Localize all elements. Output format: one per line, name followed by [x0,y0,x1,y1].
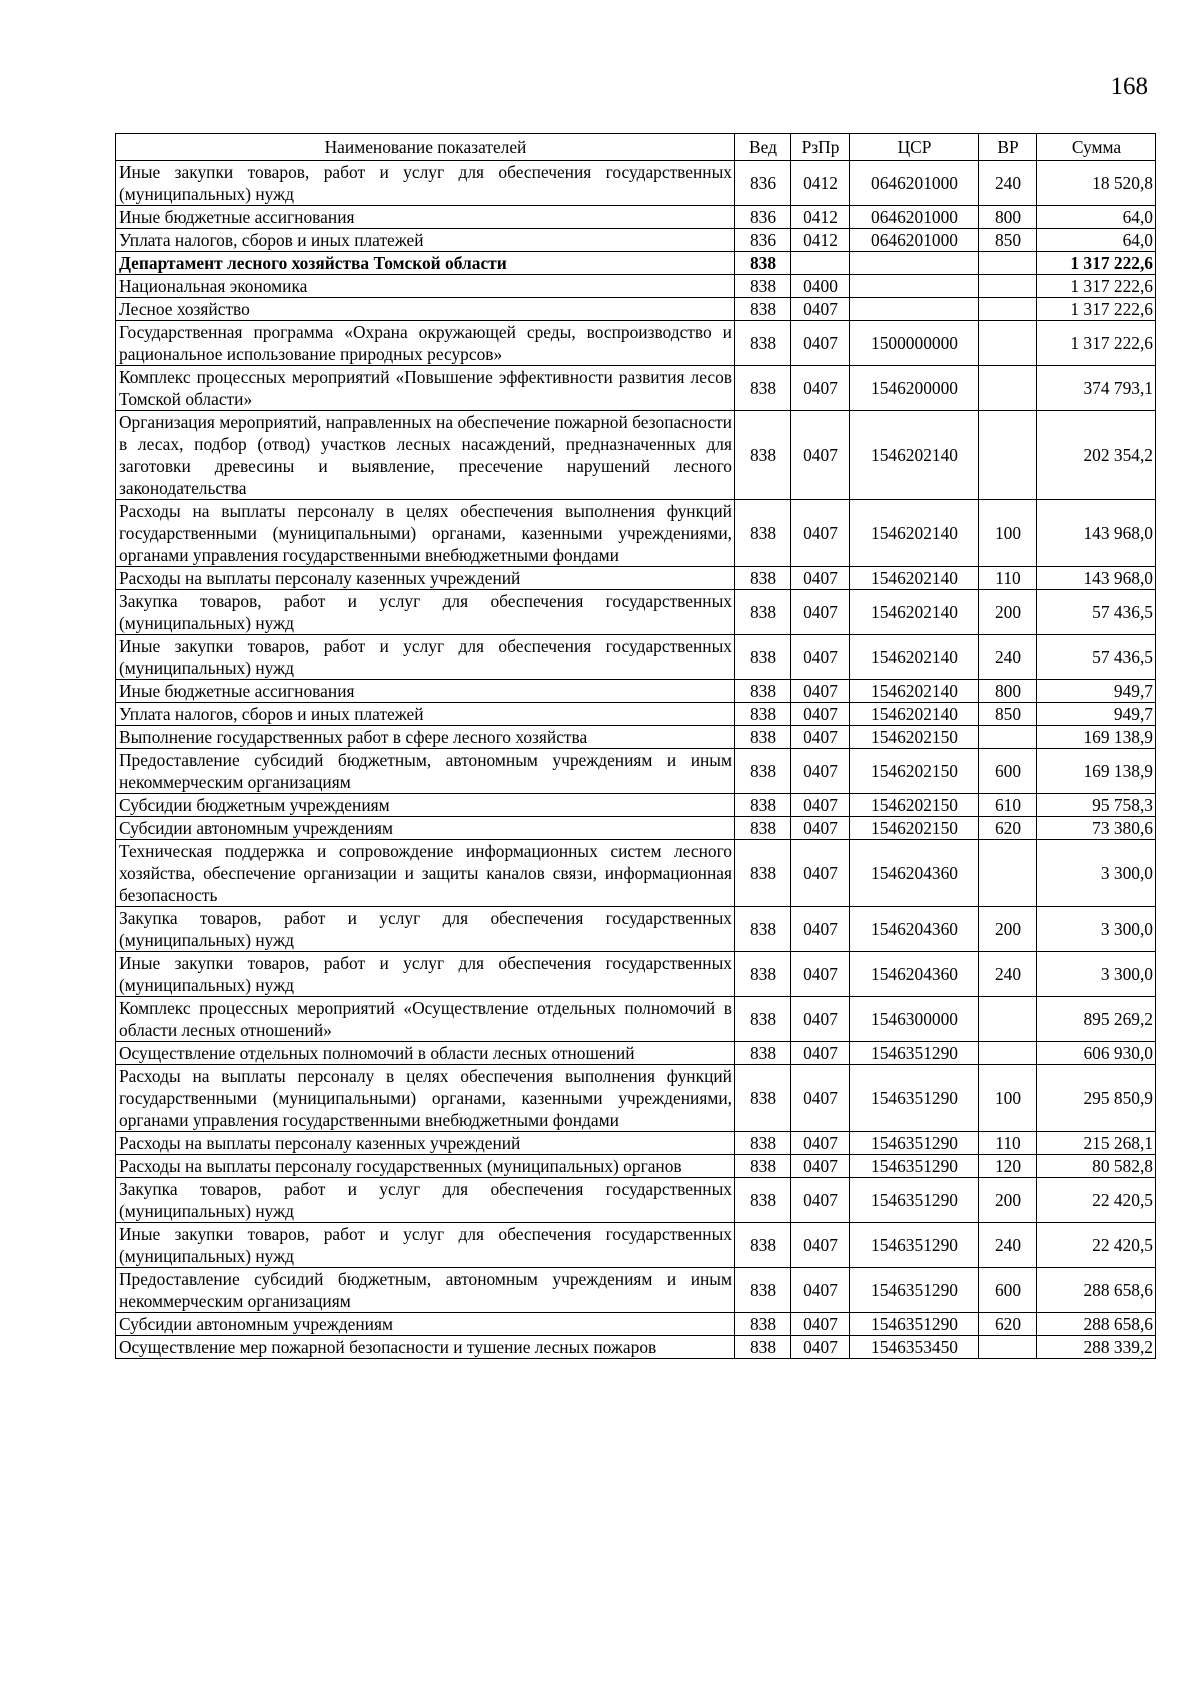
table-row [116,1065,1156,1132]
table-row [116,252,1156,275]
cell-vr: 200 [979,1178,1037,1223]
table-row [116,206,1156,229]
cell-name: Расходы на выплаты персоналу в целях обеспечения выполнения функций государственными (муниципальными) органами, казенными учреждениями, органами управления государственными внебюджетными фондами [116,500,735,567]
cell-csr: 1546204360 [850,840,979,907]
cell-ved: 838 [735,1178,791,1223]
cell-rzpr: 0407 [791,321,850,366]
cell-csr: 1546351290 [850,1268,979,1313]
cell-vr: 200 [979,907,1037,952]
cell-name: Закупка товаров, работ и услуг для обеспечения государственных (муниципальных) нужд [116,590,735,635]
cell-csr: 1546202150 [850,726,979,749]
cell-rzpr: 0407 [791,1065,850,1132]
cell-vr: 850 [979,229,1037,252]
cell-ved: 838 [735,1132,791,1155]
cell-rzpr: 0412 [791,229,850,252]
cell-name: Уплата налогов, сборов и иных платежей [116,229,735,252]
cell-sum: 1 317 222,6 [1037,298,1156,321]
cell-rzpr: 0407 [791,1336,850,1359]
cell-rzpr: 0407 [791,703,850,726]
cell-vr: 100 [979,1065,1037,1132]
cell-name: Расходы на выплаты персоналу государственных (муниципальных) органов [116,1155,735,1178]
cell-sum: 288 658,6 [1037,1313,1156,1336]
cell-vr [979,1042,1037,1065]
cell-vr: 600 [979,749,1037,794]
cell-sum: 57 436,5 [1037,635,1156,680]
table-row [116,500,1156,567]
cell-ved: 838 [735,1065,791,1132]
cell-name: Государственная программа «Охрана окружающей среды, воспроизводство и рациональное использование природных ресурсов» [116,321,735,366]
cell-name: Лесное хозяйство [116,298,735,321]
cell-name: Департамент лесного хозяйства Томской области [116,252,735,275]
cell-csr: 1546202140 [850,635,979,680]
cell-vr: 800 [979,206,1037,229]
cell-name: Расходы на выплаты персоналу казенных учреждений [116,567,735,590]
page-number: 168 [1110,73,1148,100]
table-row [116,590,1156,635]
cell-ved: 838 [735,952,791,997]
cell-ved: 838 [735,321,791,366]
cell-sum: 1 317 222,6 [1037,321,1156,366]
cell-sum: 374 793,1 [1037,366,1156,411]
cell-csr: 1546202150 [850,817,979,840]
cell-sum: 169 138,9 [1037,749,1156,794]
cell-rzpr: 0407 [791,1178,850,1223]
cell-ved: 838 [735,366,791,411]
cell-sum: 73 380,6 [1037,817,1156,840]
cell-sum: 64,0 [1037,229,1156,252]
cell-sum: 3 300,0 [1037,907,1156,952]
table-row [116,726,1156,749]
table-row [116,1132,1156,1155]
cell-ved: 836 [735,161,791,206]
cell-vr [979,726,1037,749]
cell-csr [850,298,979,321]
cell-name: Иные закупки товаров, работ и услуг для обеспечения государственных (муниципальных) нужд [116,635,735,680]
cell-vr: 110 [979,1132,1037,1155]
cell-rzpr [791,252,850,275]
cell-sum: 949,7 [1037,703,1156,726]
cell-ved: 838 [735,252,791,275]
cell-sum: 1 317 222,6 [1037,275,1156,298]
table-row [116,1268,1156,1313]
cell-sum: 57 436,5 [1037,590,1156,635]
cell-csr: 1546202140 [850,500,979,567]
table-header-row [116,134,1156,161]
cell-rzpr: 0407 [791,997,850,1042]
cell-ved: 838 [735,749,791,794]
cell-sum: 64,0 [1037,206,1156,229]
cell-ved: 838 [735,1268,791,1313]
cell-ved: 838 [735,997,791,1042]
cell-csr: 1546202140 [850,703,979,726]
table-row [116,907,1156,952]
header-vr: ВР [979,134,1037,161]
cell-sum: 143 968,0 [1037,567,1156,590]
header-sum: Сумма [1037,134,1156,161]
table-row [116,1336,1156,1359]
cell-sum: 95 758,3 [1037,794,1156,817]
table-row [116,952,1156,997]
cell-name: Осуществление мер пожарной безопасности и тушение лесных пожаров [116,1336,735,1359]
cell-csr: 1546202140 [850,590,979,635]
cell-vr [979,252,1037,275]
cell-ved: 838 [735,726,791,749]
cell-sum: 143 968,0 [1037,500,1156,567]
cell-csr: 0646201000 [850,206,979,229]
cell-sum: 169 138,9 [1037,726,1156,749]
cell-csr [850,252,979,275]
cell-ved: 838 [735,1042,791,1065]
cell-ved: 838 [735,275,791,298]
cell-csr: 1546204360 [850,907,979,952]
cell-ved: 838 [735,590,791,635]
table-row [116,411,1156,500]
table-row [116,1313,1156,1336]
cell-name: Расходы на выплаты персоналу казенных учреждений [116,1132,735,1155]
cell-vr: 620 [979,817,1037,840]
cell-vr [979,411,1037,500]
cell-ved: 836 [735,206,791,229]
cell-name: Предоставление субсидий бюджетным, автономным учреждениям и иным некоммерческим организациям [116,1268,735,1313]
cell-rzpr: 0407 [791,680,850,703]
cell-csr: 1546202140 [850,567,979,590]
cell-csr: 1546351290 [850,1065,979,1132]
table-row [116,635,1156,680]
cell-sum: 606 930,0 [1037,1042,1156,1065]
table-row [116,298,1156,321]
cell-sum: 295 850,9 [1037,1065,1156,1132]
cell-vr: 100 [979,500,1037,567]
cell-vr [979,997,1037,1042]
table-row [116,161,1156,206]
cell-vr [979,840,1037,907]
cell-vr [979,1336,1037,1359]
cell-ved: 838 [735,1223,791,1268]
cell-name: Осуществление отдельных полномочий в области лесных отношений [116,1042,735,1065]
cell-ved: 838 [735,411,791,500]
cell-vr [979,298,1037,321]
cell-rzpr: 0407 [791,411,850,500]
table-row [116,840,1156,907]
cell-vr: 240 [979,952,1037,997]
cell-vr [979,366,1037,411]
cell-ved: 838 [735,703,791,726]
table-row [116,1155,1156,1178]
cell-name: Уплата налогов, сборов и иных платежей [116,703,735,726]
cell-ved: 838 [735,840,791,907]
cell-rzpr: 0407 [791,1042,850,1065]
cell-rzpr: 0407 [791,635,850,680]
cell-name: Выполнение государственных работ в сфере лесного хозяйства [116,726,735,749]
cell-csr: 1500000000 [850,321,979,366]
budget-table [115,133,1156,1359]
table-body [116,161,1156,1359]
cell-rzpr: 0412 [791,206,850,229]
cell-csr: 1546351290 [850,1132,979,1155]
cell-ved: 838 [735,907,791,952]
cell-vr [979,321,1037,366]
cell-vr: 800 [979,680,1037,703]
table-row [116,1042,1156,1065]
cell-rzpr: 0407 [791,1268,850,1313]
cell-rzpr: 0412 [791,161,850,206]
table-row [116,567,1156,590]
cell-ved: 838 [735,500,791,567]
cell-rzpr: 0407 [791,907,850,952]
table-row [116,703,1156,726]
cell-vr [979,275,1037,298]
cell-sum: 288 339,2 [1037,1336,1156,1359]
cell-vr: 610 [979,794,1037,817]
header-csr: ЦСР [850,134,979,161]
cell-ved: 838 [735,680,791,703]
cell-rzpr: 0407 [791,1223,850,1268]
cell-rzpr: 0407 [791,840,850,907]
cell-rzpr: 0400 [791,275,850,298]
cell-name: Субсидии автономным учреждениям [116,1313,735,1336]
cell-vr: 600 [979,1268,1037,1313]
cell-csr: 1546202140 [850,680,979,703]
cell-rzpr: 0407 [791,1155,850,1178]
cell-csr: 1546202140 [850,411,979,500]
cell-rzpr: 0407 [791,590,850,635]
cell-rzpr: 0407 [791,298,850,321]
cell-name: Комплекс процессных мероприятий «Повышение эффективности развития лесов Томской области» [116,366,735,411]
cell-rzpr: 0407 [791,1132,850,1155]
cell-csr: 1546353450 [850,1336,979,1359]
cell-sum: 3 300,0 [1037,952,1156,997]
cell-rzpr: 0407 [791,952,850,997]
cell-name: Иные бюджетные ассигнования [116,206,735,229]
cell-ved: 838 [735,635,791,680]
cell-name: Субсидии автономным учреждениям [116,817,735,840]
cell-name: Закупка товаров, работ и услуг для обеспечения государственных (муниципальных) нужд [116,1178,735,1223]
cell-name: Субсидии бюджетным учреждениям [116,794,735,817]
cell-name: Предоставление субсидий бюджетным, автономным учреждениям и иным некоммерческим организациям [116,749,735,794]
cell-ved: 836 [735,229,791,252]
table-row [116,794,1156,817]
table-row [116,680,1156,703]
cell-name: Иные закупки товаров, работ и услуг для обеспечения государственных (муниципальных) нужд [116,952,735,997]
cell-name: Иные бюджетные ассигнования [116,680,735,703]
cell-ved: 838 [735,794,791,817]
cell-rzpr: 0407 [791,567,850,590]
cell-ved: 838 [735,298,791,321]
table-row [116,229,1156,252]
table-row [116,749,1156,794]
cell-rzpr: 0407 [791,726,850,749]
cell-rzpr: 0407 [791,749,850,794]
cell-vr: 620 [979,1313,1037,1336]
cell-name: Комплекс процессных мероприятий «Осуществление отдельных полномочий в области лесных отношений» [116,997,735,1042]
table-row [116,817,1156,840]
cell-csr: 1546351290 [850,1313,979,1336]
cell-sum: 22 420,5 [1037,1178,1156,1223]
cell-name: Организация мероприятий, направленных на обеспечение пожарной безопасности в лесах, подбор (отвод) участков лесных насаждений, предназначенных для заготовки древесины и выявление, пресечение нарушений лесного законодательства [116,411,735,500]
cell-sum: 288 658,6 [1037,1268,1156,1313]
cell-sum: 3 300,0 [1037,840,1156,907]
table-row [116,366,1156,411]
table-row [116,1223,1156,1268]
cell-csr: 0646201000 [850,161,979,206]
cell-ved: 838 [735,1155,791,1178]
cell-sum: 949,7 [1037,680,1156,703]
header-name: Наименование показателей [116,134,735,161]
cell-csr [850,275,979,298]
cell-name: Иные закупки товаров, работ и услуг для обеспечения государственных (муниципальных) нужд [116,1223,735,1268]
table-row [116,997,1156,1042]
cell-csr: 1546351290 [850,1155,979,1178]
cell-sum: 215 268,1 [1037,1132,1156,1155]
cell-sum: 895 269,2 [1037,997,1156,1042]
cell-vr: 850 [979,703,1037,726]
cell-rzpr: 0407 [791,500,850,567]
cell-vr: 200 [979,590,1037,635]
table-row [116,275,1156,298]
cell-ved: 838 [735,1313,791,1336]
header-ved: Вед [735,134,791,161]
cell-vr: 240 [979,1223,1037,1268]
cell-name: Закупка товаров, работ и услуг для обеспечения государственных (муниципальных) нужд [116,907,735,952]
cell-ved: 838 [735,817,791,840]
cell-name: Национальная экономика [116,275,735,298]
cell-csr: 1546204360 [850,952,979,997]
cell-csr: 1546300000 [850,997,979,1042]
cell-rzpr: 0407 [791,1313,850,1336]
cell-sum: 1 317 222,6 [1037,252,1156,275]
cell-rzpr: 0407 [791,817,850,840]
cell-rzpr: 0407 [791,366,850,411]
cell-name: Иные закупки товаров, работ и услуг для обеспечения государственных (муниципальных) нужд [116,161,735,206]
cell-sum: 18 520,8 [1037,161,1156,206]
header-rzpr: РзПр [791,134,850,161]
cell-sum: 22 420,5 [1037,1223,1156,1268]
table-row [116,321,1156,366]
cell-csr: 1546200000 [850,366,979,411]
cell-sum: 202 354,2 [1037,411,1156,500]
cell-ved: 838 [735,567,791,590]
cell-ved: 838 [735,1336,791,1359]
cell-sum: 80 582,8 [1037,1155,1156,1178]
cell-vr: 240 [979,161,1037,206]
cell-vr: 110 [979,567,1037,590]
cell-name: Техническая поддержка и сопровождение информационных систем лесного хозяйства, обеспечение организации и защиты каналов связи, информационная безопасность [116,840,735,907]
cell-rzpr: 0407 [791,794,850,817]
cell-csr: 1546202150 [850,749,979,794]
cell-csr: 1546351290 [850,1223,979,1268]
cell-csr: 0646201000 [850,229,979,252]
cell-name: Расходы на выплаты персоналу в целях обеспечения выполнения функций государственными (муниципальными) органами, казенными учреждениями, органами управления государственными внебюджетными фондами [116,1065,735,1132]
cell-vr: 240 [979,635,1037,680]
cell-csr: 1546351290 [850,1178,979,1223]
table-row [116,1178,1156,1223]
cell-csr: 1546351290 [850,1042,979,1065]
cell-csr: 1546202150 [850,794,979,817]
cell-vr: 120 [979,1155,1037,1178]
